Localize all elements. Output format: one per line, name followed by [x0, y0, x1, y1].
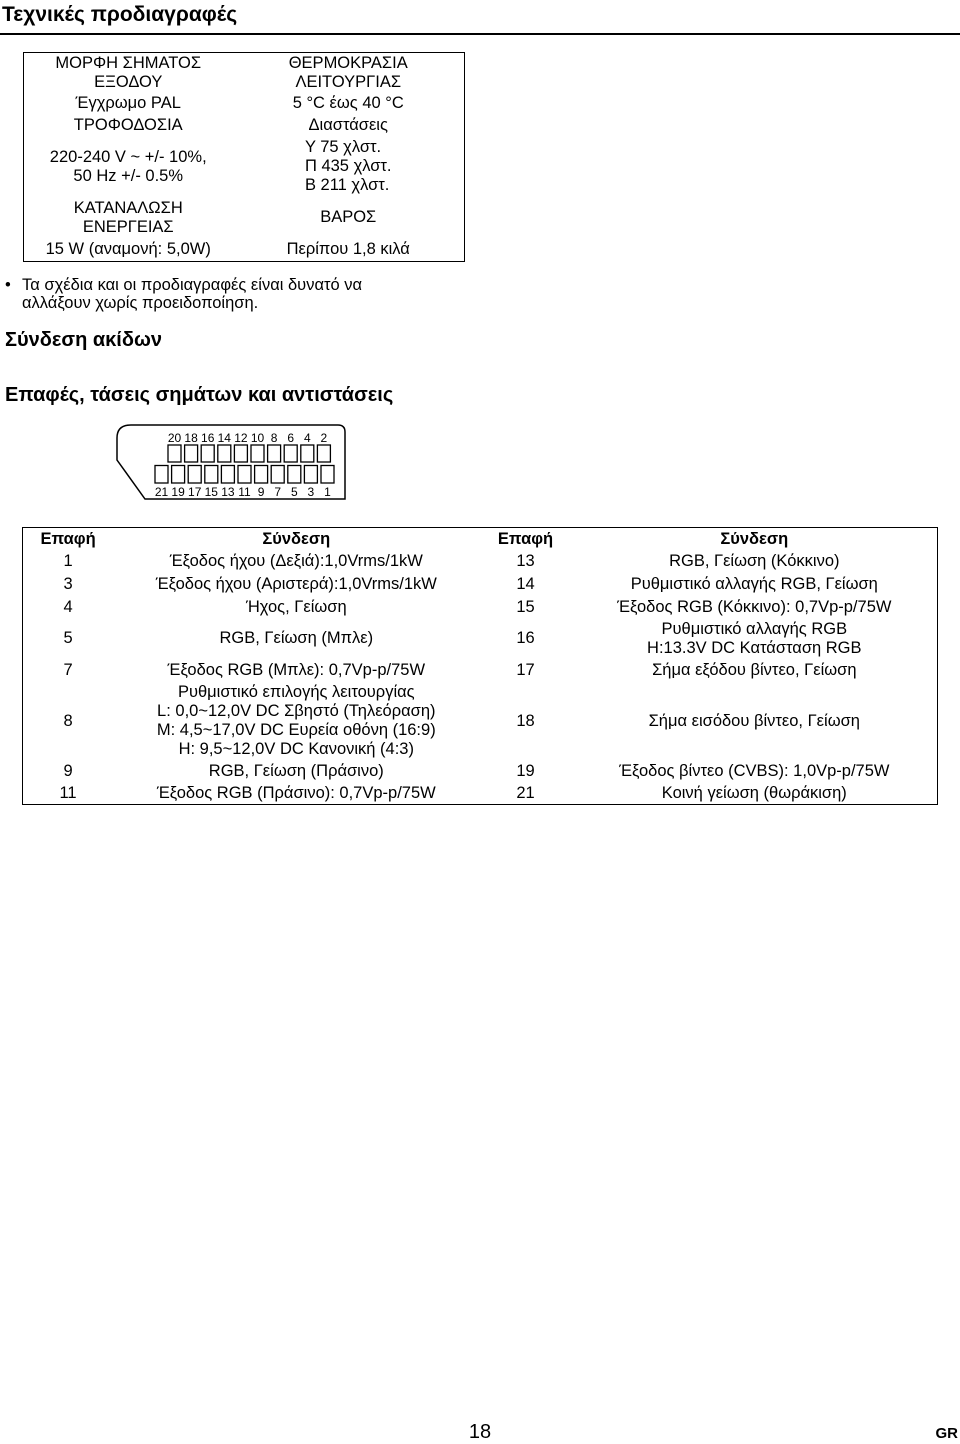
header-connection: Σύνδεση — [720, 529, 789, 548]
pin-connection: Ρυθμιστικό αλλαγής RGB H:13.3V DC Κατάσταση RGB — [647, 619, 862, 657]
pin-label: 10 — [250, 431, 265, 445]
pin-connection: Έξοδος ήχου (Αριστερά):1,0Vrms/1kW — [155, 575, 437, 594]
pin-sockets — [155, 445, 334, 483]
pin-socket — [234, 445, 247, 462]
pin-label: 5 — [290, 485, 298, 499]
pin-connection: Έξοδος RGB (Κόκκινο): 0,7Vp-p/75W — [617, 597, 892, 616]
pin-socket — [284, 445, 297, 462]
pin-connection-heading: Σύνδεση ακίδων — [5, 329, 162, 351]
pin-label: 11 — [238, 485, 251, 499]
page-title: Τεχνικές προδιαγραφές — [2, 3, 238, 26]
pin-number: 5 — [63, 629, 73, 648]
spec-row — [24, 114, 464, 136]
pin-number: 11 — [59, 783, 77, 802]
pin-assignment-table — [22, 527, 938, 805]
spec-row — [24, 197, 464, 239]
pin-connection: RGB, Γείωση (Κόκκινο) — [669, 552, 840, 571]
pin-connection: Σήμα εισόδου βίντεο, Γείωση — [648, 711, 860, 730]
pin-socket — [205, 466, 218, 484]
pin-socket — [271, 466, 284, 484]
pin-socket — [321, 466, 334, 484]
pin-number: 14 — [516, 575, 535, 594]
header-contact: Επαφή — [40, 529, 96, 548]
pin-label: 4 — [303, 431, 311, 445]
table-row — [23, 618, 937, 659]
pin-number: 21 — [516, 783, 535, 802]
pin-connection: Κοινή γείωση (θωράκιση) — [661, 783, 847, 802]
spec-value-power-consumption: 15 W (αναμονή: 5,0W) — [45, 240, 211, 259]
spec-row — [24, 239, 464, 261]
pin-connection: Έξοδος RGB (Πράσινο): 0,7Vp-p/75W — [156, 783, 436, 802]
pin-number: 16 — [516, 629, 535, 648]
pin-number: 4 — [63, 597, 73, 616]
table-row — [23, 596, 937, 618]
spec-value-dimensions-cell — [232, 136, 464, 196]
pin-number: 1 — [63, 552, 73, 571]
spec-value-dimensions: Υ 75 χλστ. Π 435 χλστ. Β 211 χλστ. — [304, 138, 392, 195]
table-row — [23, 550, 937, 573]
spec-value-power-supply: 220-240 V ~ +/- 10%, 50 Hz +/- 0.5% — [49, 147, 207, 185]
pin-socket — [304, 466, 317, 484]
pin-number: 8 — [63, 711, 73, 730]
spec-change-note — [5, 276, 414, 312]
pin-socket — [155, 466, 168, 484]
top-pin-labels — [168, 431, 328, 445]
bottom-pin-labels — [155, 485, 331, 499]
table-row — [23, 683, 937, 760]
scart-diagram — [110, 418, 355, 508]
pin-label: 8 — [270, 431, 278, 445]
pin-socket — [172, 466, 185, 484]
pin-connection: Σήμα εξόδου βίντεο, Γείωση — [652, 661, 857, 680]
pin-number: 13 — [516, 552, 535, 571]
pin-socket — [168, 445, 181, 462]
pin-label: 9 — [257, 485, 265, 499]
pin-socket — [221, 466, 234, 484]
pin-socket — [251, 445, 264, 462]
table-row — [23, 760, 937, 783]
pin-label: 7 — [274, 485, 282, 499]
pin-number: 9 — [63, 761, 73, 780]
pin-socket — [255, 466, 268, 484]
pin-label: 3 — [307, 485, 315, 499]
pin-signals-subheading: Επαφές, τάσεις σημάτων και αντιστάσεις — [5, 384, 394, 406]
pin-label: 21 — [154, 485, 169, 499]
pin-label: 1 — [324, 485, 331, 499]
spec-label-operating-temperature: ΘΕΡΜΟΚΡΑΣΙΑ ΛΕΙΤΟΥΡΓΙΑΣ — [288, 53, 408, 91]
pin-connection: Ρυθμιστικό επιλογής λειτουργίας L: 0,0~12,0V DC Σβηστό (Τηλεόραση) M: 4,5~17,0V DC Ευρεία οθόνη (16:9) H: 9,5~12,0V DC Κανονική (4:3) — [156, 683, 436, 759]
pin-label: 13 — [221, 485, 235, 499]
spec-row — [24, 136, 464, 196]
pin-label: 2 — [320, 431, 328, 445]
specifications-table — [23, 52, 465, 262]
pin-number: 3 — [63, 575, 73, 594]
table-row — [23, 573, 937, 596]
pin-label: 12 — [234, 431, 248, 445]
header-contact: Επαφή — [497, 529, 554, 548]
spec-label-signal-output: ΜΟΡΦΗ ΣΗΜΑΤΟΣ ΕΞΟΔΟΥ — [55, 53, 202, 91]
table-row — [23, 783, 937, 804]
pin-socket — [288, 466, 301, 484]
pin-socket — [317, 445, 330, 462]
pin-label: 19 — [171, 485, 185, 499]
pin-connection: Ήχος, Γείωση — [245, 597, 347, 616]
spec-label-power-supply: ΤΡΟΦΟΔΟΣΙΑ — [73, 115, 183, 134]
spec-row — [24, 92, 464, 114]
pin-label: 16 — [201, 431, 215, 445]
page-number: 18 — [468, 1421, 492, 1443]
pin-connection: Έξοδος ήχου (Δεξιά):1,0Vrms/1kW — [169, 552, 423, 571]
pin-number: 15 — [516, 597, 535, 616]
pin-label: 17 — [188, 485, 202, 499]
pin-socket — [188, 466, 201, 484]
pin-socket — [218, 445, 231, 462]
pin-connection: Ρυθμιστικό αλλαγής RGB, Γείωση — [630, 575, 878, 594]
header-connection: Σύνδεση — [262, 529, 331, 548]
pin-socket — [238, 466, 251, 484]
pin-label: 6 — [287, 431, 295, 445]
pin-number: 18 — [516, 711, 535, 730]
table-row — [23, 659, 937, 682]
pin-label: 14 — [217, 431, 231, 445]
language-code: GR — [935, 1425, 958, 1442]
pin-socket — [301, 445, 314, 462]
spec-row — [24, 53, 464, 92]
pin-number: 7 — [63, 661, 73, 680]
bullet-icon: • — [5, 276, 11, 294]
pin-connection: RGB, Γείωση (Πράσινο) — [208, 761, 384, 780]
pin-connection: Έξοδος RGB (Μπλε): 0,7Vp-p/75W — [167, 661, 426, 680]
pin-label: 20 — [167, 431, 182, 445]
pin-connection: RGB, Γείωση (Μπλε) — [219, 629, 374, 648]
pin-socket — [268, 445, 281, 462]
spec-value-signal-output: Έγχρωμο PAL — [75, 93, 181, 112]
pin-label: 18 — [184, 431, 198, 445]
pin-socket — [201, 445, 214, 462]
pin-connection: Έξοδος βίντεο (CVBS): 1,0Vp-p/75W — [619, 761, 890, 780]
spec-label-weight: ΒΑΡΟΣ — [320, 208, 377, 227]
pin-number: 17 — [516, 661, 535, 680]
pin-number: 19 — [516, 761, 535, 780]
spec-value-weight: Περίπου 1,8 κιλά — [286, 240, 410, 259]
title-divider — [0, 33, 960, 35]
spec-value-operating-temperature: 5 °C έως 40 °C — [292, 93, 404, 112]
spec-label-dimensions: Διαστάσεις — [308, 115, 388, 134]
table-header-row — [23, 528, 937, 550]
note-text: Τα σχέδια και οι προδιαγραφές είναι δυνατό να αλλάξουν χωρίς προειδοποίηση. — [22, 276, 363, 312]
pin-label: 15 — [204, 485, 218, 499]
spec-label-power-consumption: ΚΑΤΑΝΑΛΩΣΗ ΕΝΕΡΓΕΙΑΣ — [73, 198, 183, 236]
pin-socket — [185, 445, 198, 462]
